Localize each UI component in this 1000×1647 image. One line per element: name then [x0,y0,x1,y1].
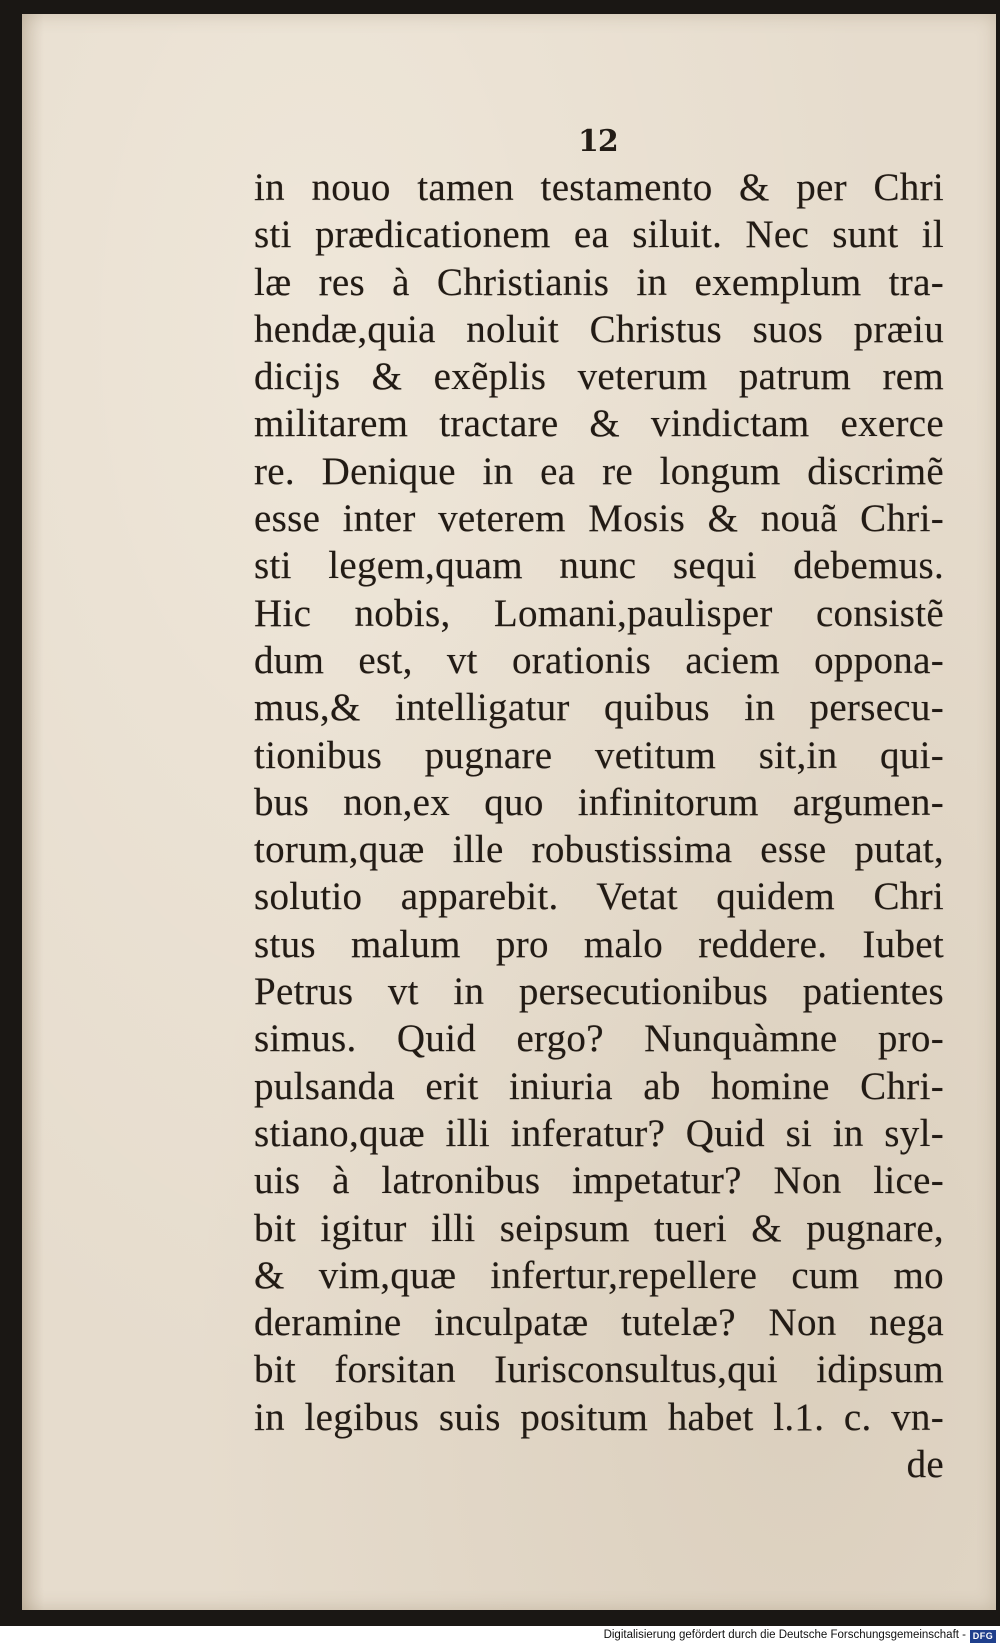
text-line: stiano,quæ illi inferatur? Quid si in syl- [254,1111,944,1155]
text-line: sti legem,quam nunc sequi debemus. [254,544,944,588]
text-line: dum est, vt orationis aciem opponа- [254,638,944,682]
text-line: hendæ,quia noluit Christus suos præiu [254,307,944,351]
text-line: torum,quæ ille robustissima esse putat, [254,828,944,872]
funding-footer [0,1626,1000,1647]
text-line: in nouo tamen testamento & per Chri [254,166,944,209]
funding-credit: Digitalisierung gefördert durch die Deutsche Forschungsgemeinschaft - [603,1629,966,1641]
text-line: bus non,ex quo infinitorum argumen- [254,780,944,824]
text-line: pulsanda erit iniuria ab homine Chri- [254,1064,944,1108]
text-line: sti prædicationem ea siluit. Nec sunt il [254,213,944,257]
text-line: tionibus pugnare vetitum sit,in qui- [254,733,944,777]
text-line: bit forsitan Iurisconsultus,qui idipsum [254,1348,944,1392]
text-line: læ res à Christianis in exemplum tra- [254,260,944,304]
text-line: militarem tractare & vindictam exerce [254,402,944,446]
book-page [22,14,996,1610]
text-line: Hic nobis, Lomani,paulisper consistẽ [254,591,944,635]
text-line: in legibus suis positum habet l.1. c. vn- [254,1395,944,1439]
text-line: bit igitur illi seipsum tueri & pugnare, [254,1206,944,1250]
text-line: uis à latronibus impetatur? Non lice- [254,1159,944,1203]
catchword: de [906,1443,944,1487]
text-line: esse inter veterem Mosis & nouã Chri- [254,497,944,541]
text-line: solutio apparebit. Vetat quidem Chri [254,875,944,919]
text-line: re. Denique in ea re longum discrimẽ [254,449,944,493]
text-line: mus,& intelligatur quibus in persecu- [254,686,944,730]
dfg-logo-icon: DFG [970,1630,996,1643]
text-line: stus malum pro malo reddere. Iubet [254,922,944,966]
page-number: 12 [578,124,618,159]
body-text [254,164,944,1488]
text-line: Petrus vt in persecutionibus patientes [254,970,944,1014]
text-line: deramine inculpatæ tutelæ? Non nega [254,1301,944,1345]
text-line: & vim,quæ infertur,repellere cum mo [254,1253,944,1297]
text-line: dicijs & exẽplis veterum patrum rem [254,355,944,399]
text-line: simus. Quid ergo? Nunquàmne pro- [254,1017,944,1061]
